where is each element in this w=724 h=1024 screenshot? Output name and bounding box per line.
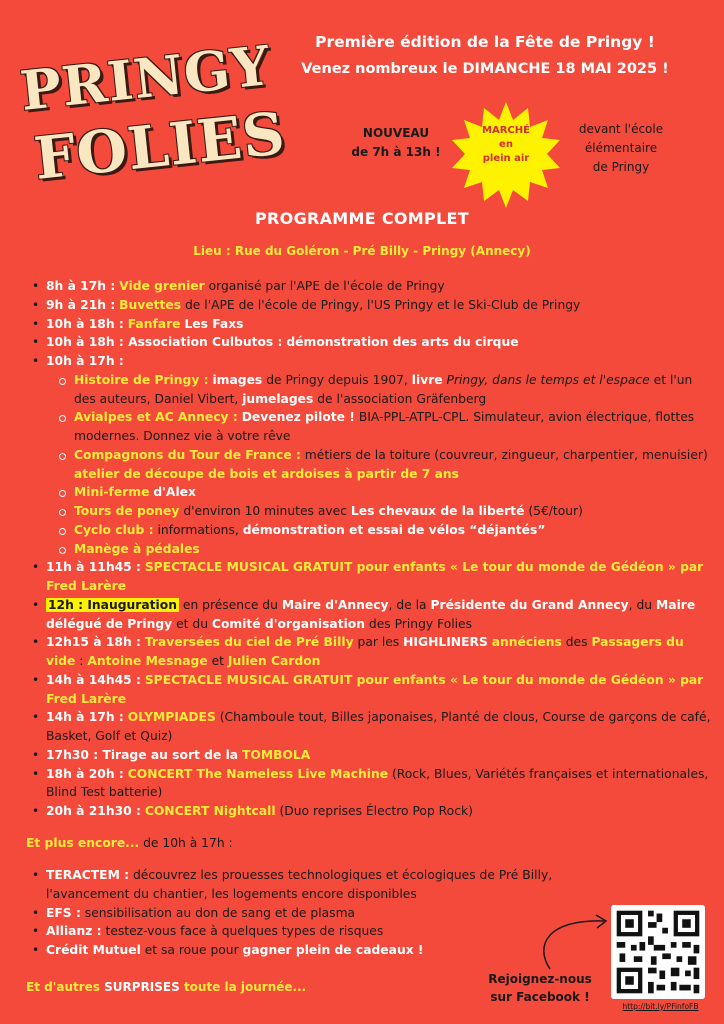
time: 20h à 21h30 : xyxy=(46,804,141,818)
header-date: Venez nombreux le DIMANCHE 18 MAI 2025 ! xyxy=(301,61,669,77)
e-c: gagner plein de cadeaux ! xyxy=(242,943,424,957)
s-b: informations, xyxy=(157,522,239,537)
s-a: Avialpes et AC Annecy : xyxy=(74,410,238,425)
p-e: , xyxy=(628,597,633,612)
sub-item xyxy=(30,483,714,502)
nouveau-label xyxy=(340,124,452,162)
list-item xyxy=(30,671,714,709)
s-a: Compagnons du Tour de France : xyxy=(74,447,301,462)
s-b: d'environ 10 minutes avec xyxy=(183,504,347,518)
logo-line-2: FOLIES xyxy=(31,99,289,193)
p-h: et du xyxy=(176,616,208,631)
activity: OLYMPIADES xyxy=(127,710,216,725)
time: 18h à 20h : xyxy=(46,766,124,781)
programme-title: PROGRAMME COMPLET xyxy=(255,209,469,228)
e-b: découvrez les prouesses technologiques et écologiques de Pré Billy, l'avancement du chantier, les logements encore disponibles xyxy=(46,868,553,901)
s-b: Devenez pilote ! xyxy=(241,410,355,425)
e-b: testez-vous face à quelques types de risques xyxy=(105,924,384,939)
s-d: livre xyxy=(411,372,443,387)
activity: CONCERT Nightcall xyxy=(144,804,276,818)
p-a: Traversées du ciel de Pré Billy xyxy=(144,635,354,650)
marche-word: MARCHÉ xyxy=(482,125,530,136)
p-a: en présence du xyxy=(182,597,278,612)
details: (Duo reprises Électro Pop Rock) xyxy=(279,804,473,818)
facebook-line-1: Rejoignez-nous xyxy=(488,972,592,986)
header-title: Première édition de la Fête de Pringy ! xyxy=(315,33,655,51)
details: de l'APE de l'école de Pringy, l'US Pringy et le Ski-Club de Pringy xyxy=(185,297,581,312)
list-item xyxy=(30,315,714,334)
s-a: Cyclo club : xyxy=(74,522,154,537)
list-item xyxy=(30,333,714,352)
loc-line-3: de Pringy xyxy=(592,160,650,174)
p-c: HIGHLINERS xyxy=(403,635,488,650)
facebook-link[interactable]: http://bit.ly/PFinfoFB xyxy=(622,1002,699,1011)
p-g: : xyxy=(79,654,84,668)
p-j: Julien Cardon xyxy=(227,654,321,668)
marche-plein-air: plein air xyxy=(482,153,530,164)
surprises-c: toute la journée... xyxy=(183,980,307,994)
lieu-line: Lieu : Rue du Goléron - Pré Billy - Pringy (Annecy) xyxy=(193,244,531,258)
logo-line-1: PRINGY xyxy=(17,33,274,123)
p-b: par les xyxy=(357,635,400,650)
details: (Chamboule tout, Billes japonaises, Planté de clous, Course de garçons de café, Basket, Golf et Quiz) xyxy=(46,710,711,743)
e-a: Crédit Mutuel xyxy=(46,943,141,957)
list-item xyxy=(30,633,714,671)
p-g: Maire délégué de Pringy xyxy=(46,597,696,631)
s-g: jumelages xyxy=(242,391,314,406)
qr-code-icon[interactable] xyxy=(611,905,705,999)
activity: Buvettes xyxy=(119,297,182,312)
e-a: EFS : xyxy=(46,905,81,920)
sub-item xyxy=(30,371,714,409)
sub-item xyxy=(30,521,714,540)
inauguration-highlight: 12h : Inauguration xyxy=(48,597,177,612)
activity: SPECTACLE MUSICAL GRATUIT pour enfants « Le tour du monde de Gédéon » par Fred Larère xyxy=(46,560,704,593)
time: 10h à 18h : xyxy=(46,316,124,331)
s-c: démonstration et essai de vélos “déjantés” xyxy=(242,522,546,537)
time: 14h à 17h : xyxy=(46,710,124,725)
programme-list xyxy=(30,277,714,821)
details: (Rock, Blues, Variétés françaises et internationales, Blind Test batterie) xyxy=(46,766,709,800)
e-b: sensibilisation au don de sang et de plasma xyxy=(84,905,356,920)
sub-item xyxy=(30,502,714,521)
activity: CONCERT The Nameless Live Machine xyxy=(127,766,389,781)
time: 17h30 : Tirage au sort de la xyxy=(46,747,239,762)
p-e: des xyxy=(565,635,588,650)
list-item xyxy=(30,866,630,904)
activity: SPECTACLE MUSICAL GRATUIT pour enfants « Le tour du monde de Gédéon » par Fred Larère xyxy=(46,672,704,706)
pringy-folies-logo xyxy=(14,33,289,220)
p-d: Présidente du Grand Annecy xyxy=(430,597,629,612)
s-a: Tours de poney xyxy=(74,504,180,518)
p-b: Maire d'Annecy xyxy=(281,597,389,612)
activity: TOMBOLA xyxy=(242,747,311,762)
activity: Fanfare xyxy=(127,316,181,331)
list-item xyxy=(30,765,714,803)
plus-encore-label: Et plus encore... xyxy=(26,836,140,850)
plus-encore-hours: de 10h à 17h : xyxy=(143,836,233,850)
surprises-a: Et d'autres xyxy=(26,980,100,994)
time: 8h à 17h : xyxy=(46,279,116,293)
sub-item xyxy=(30,540,714,559)
s-a: Histoire de Pringy : xyxy=(74,372,209,387)
nouveau-word: NOUVEAU xyxy=(362,126,430,140)
time: 10h à 17h : xyxy=(46,354,124,368)
list-item xyxy=(30,558,714,596)
activity: Vide grenier xyxy=(119,279,205,293)
list-item xyxy=(30,277,714,296)
s-b: images xyxy=(212,372,263,387)
time: 14h à 14h45 : xyxy=(46,672,141,687)
e-b: et sa roue pour xyxy=(144,943,239,957)
p-f: Passagers du vide xyxy=(46,635,684,668)
s-c: atelier de découpe de bois et ardoises à partir de 7 ans xyxy=(74,466,460,481)
s-c: de Pringy depuis 1907, xyxy=(266,372,408,387)
list-item xyxy=(30,296,714,315)
p-c: , de la xyxy=(388,597,427,612)
surprises-b: SURPRISES xyxy=(104,980,180,994)
s-h: de l'association Gräfenberg xyxy=(317,391,487,406)
time: 10h à 18h : Association Culbutos : xyxy=(46,335,283,350)
s-b: métiers de la toiture (couvreur, zingueur, charpentier, menuisier) xyxy=(304,447,708,462)
details: Les Faxs xyxy=(184,316,244,331)
marche-en: en xyxy=(499,139,513,150)
s-d: (5€/tour) xyxy=(528,504,583,518)
p-f: du xyxy=(636,597,653,612)
sub-item xyxy=(30,408,714,446)
activity: démonstration des arts du cirque xyxy=(286,335,519,350)
list-item xyxy=(30,596,714,634)
facebook-line-2: sur Facebook ! xyxy=(490,990,590,1004)
marche-location xyxy=(566,120,676,177)
list-item xyxy=(30,352,714,371)
p-i: Comité d'organisation xyxy=(211,616,365,631)
loc-line-2: élémentaire xyxy=(584,141,658,155)
s-c: Les chevaux de la liberté xyxy=(350,504,525,518)
list-item xyxy=(30,802,714,821)
p-i: et xyxy=(211,654,224,668)
nouveau-hours: de 7h à 13h ! xyxy=(351,145,441,159)
s-a: Mini-ferme xyxy=(74,485,150,500)
surprises-line xyxy=(26,980,306,994)
details: organisé par l'APE de l'école de Pringy xyxy=(208,279,445,293)
s-e: Pringy, dans le temps et l'espace xyxy=(446,372,650,387)
list-item xyxy=(30,708,714,746)
facebook-callout xyxy=(470,970,610,1006)
s-a: Manège à pédales xyxy=(74,541,200,556)
time: 9h à 21h : xyxy=(46,297,116,312)
s-f: et l'un des auteurs, Daniel Vibert, xyxy=(74,372,693,406)
p-h: Antoine Mesnage xyxy=(87,654,208,668)
list-item xyxy=(30,746,714,765)
p-d: annéciens xyxy=(491,635,562,650)
time: 11h à 11h45 : xyxy=(46,560,141,575)
s-c: BIA-PPL-ATPL-CPL. Simulateur, avion électrique, flottes modernes. Donnez vie à votre rêve xyxy=(74,410,695,443)
s-b: d'Alex xyxy=(153,485,196,500)
time: 12h15 à 18h : xyxy=(46,635,141,650)
e-a: TERACTEM : xyxy=(46,868,130,882)
curved-arrow-icon xyxy=(530,905,620,975)
sub-item xyxy=(30,446,714,484)
plus-encore xyxy=(26,836,233,850)
e-a: Allianz : xyxy=(46,924,102,939)
loc-line-1: devant l'école xyxy=(578,122,664,136)
marche-badge xyxy=(470,124,542,166)
p-j: des Pringy Folies xyxy=(368,616,473,631)
